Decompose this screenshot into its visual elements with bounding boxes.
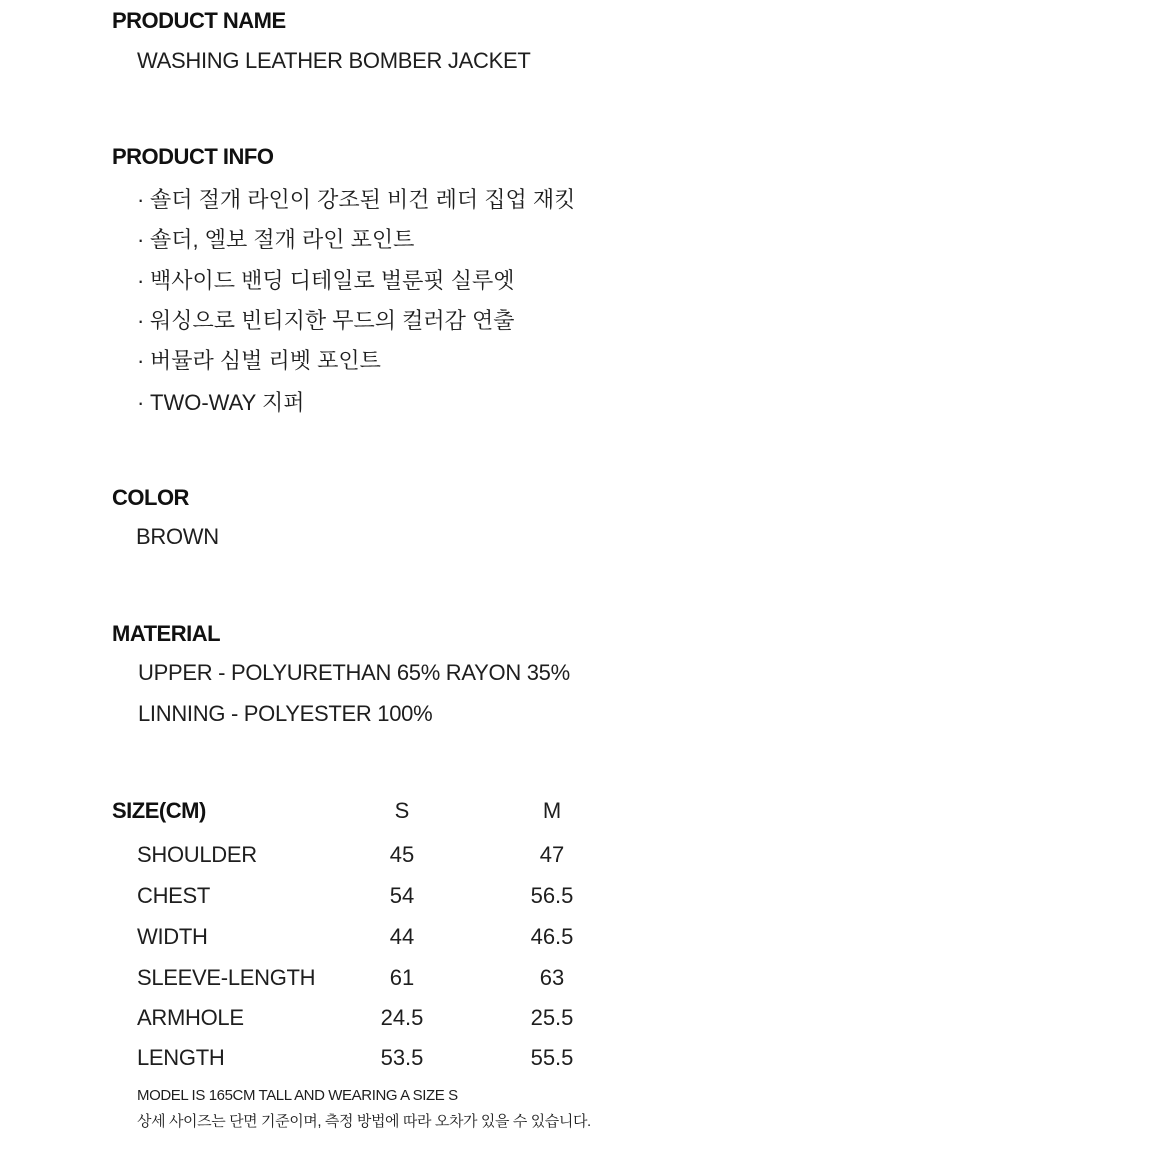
size-column-header-s: S	[394, 798, 410, 823]
size-cell: 47	[539, 842, 565, 867]
size-heading: SIZE(CM)	[112, 798, 206, 823]
size-cell: 61	[389, 965, 415, 990]
size-row-label: LENGTH	[137, 1045, 225, 1070]
size-cell: 56.5	[530, 883, 574, 908]
bullet-icon: ·	[137, 308, 145, 333]
material-line: LINNING - POLYESTER 100%	[138, 701, 433, 726]
bullet-icon: ·	[137, 348, 145, 373]
product-info-item: · 백사이드 밴딩 디테일로 벌룬핏 실루엣	[137, 268, 515, 293]
size-cell: 44	[389, 924, 415, 949]
bullet-icon: ·	[137, 390, 145, 415]
size-row-label: SHOULDER	[137, 842, 257, 867]
size-cell: 45	[389, 842, 415, 867]
measurement-note: 상세 사이즈는 단면 기준이며, 측정 방법에 따라 오차가 있을 수 있습니다.	[137, 1113, 591, 1130]
color-value: BROWN	[136, 524, 219, 549]
size-column-header-m: M	[542, 798, 562, 823]
size-row-label: WIDTH	[137, 924, 208, 949]
color-heading: COLOR	[112, 485, 189, 510]
material-heading: MATERIAL	[112, 621, 221, 646]
size-cell: 46.5	[530, 924, 574, 949]
bullet-icon: ·	[137, 268, 145, 293]
size-row-label: CHEST	[137, 883, 211, 908]
product-info-item: · 워싱으로 빈티지한 무드의 컬러감 연출	[137, 308, 515, 333]
size-row-label: ARMHOLE	[137, 1005, 244, 1030]
product-name-heading: PRODUCT NAME	[112, 8, 286, 33]
size-cell: 54	[389, 883, 415, 908]
size-row-label: SLEEVE-LENGTH	[137, 965, 316, 990]
product-info-item: · 숄더 절개 라인이 강조된 비건 레더 집업 재킷	[137, 187, 576, 212]
bullet-icon: ·	[137, 227, 145, 252]
size-cell: 24.5	[380, 1005, 424, 1030]
model-note: MODEL IS 165CM TALL AND WEARING A SIZE S	[137, 1087, 458, 1104]
product-info-item: · 버뮬라 심벌 리벳 포인트	[137, 348, 381, 373]
size-cell: 55.5	[530, 1045, 574, 1070]
size-cell: 25.5	[530, 1005, 574, 1030]
size-cell: 63	[539, 965, 565, 990]
size-cell: 53.5	[380, 1045, 424, 1070]
product-name-value: WASHING LEATHER BOMBER JACKET	[137, 48, 531, 73]
product-info-heading: PRODUCT INFO	[112, 144, 274, 169]
product-info-item: · 숄더, 엘보 절개 라인 포인트	[137, 227, 415, 252]
bullet-icon: ·	[137, 187, 145, 212]
product-info-item: · TWO-WAY 지퍼	[137, 390, 305, 415]
material-line: UPPER - POLYURETHAN 65% RAYON 35%	[138, 660, 570, 685]
